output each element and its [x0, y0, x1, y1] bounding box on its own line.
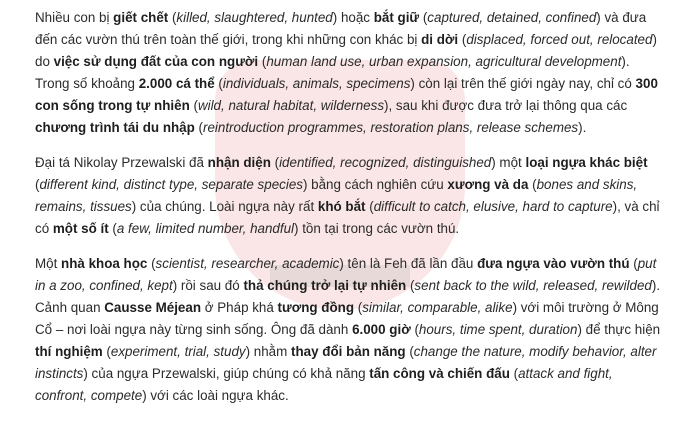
- italic-synonyms: change the nature, modify behavior, alter instincts: [35, 344, 657, 381]
- italic-synonyms: similar, comparable, alike: [362, 300, 513, 315]
- bold-term: thay đổi bản năng: [291, 344, 406, 359]
- text-run: ) với các loài ngựa khác.: [142, 388, 289, 403]
- text-run: (: [168, 10, 177, 25]
- italic-synonyms: killed, slaughtered, hunted: [176, 10, 333, 25]
- bold-term: chương trình tái du nhập: [35, 120, 195, 135]
- text-run: ) và đưa đến các vườn thú trên toàn thế giới, trong khi những con khác bị: [35, 10, 647, 47]
- bold-term: việc sử dụng đất của con người: [53, 54, 259, 69]
- bold-term: tấn công và chiến đấu: [369, 366, 510, 381]
- text-run: (: [108, 221, 117, 236]
- text-run: ). Cảnh quan: [35, 278, 661, 315]
- text-run: ) của chúng. Loài ngựa này rất: [131, 199, 318, 214]
- text-run: (: [258, 54, 267, 69]
- bold-term: 2.000 cá thể: [138, 76, 215, 91]
- text-run: ). Trong số khoảng: [35, 54, 630, 91]
- paragraph-3: [35, 253, 667, 407]
- text-run: ) nhằm: [245, 344, 292, 359]
- bold-term: loại ngựa khác biệt: [525, 155, 648, 170]
- italic-synonyms: attack and fight, confront, compete: [35, 366, 613, 403]
- paragraph-2: [35, 152, 667, 240]
- text-run: Một: [35, 256, 62, 271]
- bold-term: 300 con sống trong tự nhiên: [35, 76, 658, 113]
- italic-synonyms: experiment, trial, study: [110, 344, 246, 359]
- italic-synonyms: bones and skins, remains, tissues: [35, 177, 638, 214]
- text-run: Đại tá Nikolay Przewalski đã: [35, 155, 208, 170]
- bold-term: đưa ngựa vào vườn thú: [477, 256, 630, 271]
- italic-synonyms: human land use, urban expansion, agricultural development: [266, 54, 622, 69]
- bold-term: 6.000 giờ: [352, 322, 411, 337]
- bold-term: một số ít: [52, 221, 109, 236]
- bold-term: thả chúng trở lại tự nhiên: [243, 278, 407, 293]
- bold-term: tương đồng: [277, 300, 355, 315]
- text-run: ).: [578, 120, 587, 135]
- bold-term: di dời: [421, 32, 459, 47]
- text-run: (: [147, 256, 156, 271]
- italic-synonyms: difficult to catch, elusive, hard to capture: [373, 199, 613, 214]
- text-run: ) của ngựa Przewalski, giúp chúng có khả năng: [83, 366, 370, 381]
- italic-synonyms: wild, natural habitat, wilderness: [197, 98, 385, 113]
- italic-synonyms: captured, detained, confined: [427, 10, 597, 25]
- text-run: (: [410, 322, 419, 337]
- bold-term: Causse Méjean: [104, 300, 202, 315]
- text-run: (: [35, 177, 40, 192]
- text-run: ), và chỉ có: [35, 199, 660, 236]
- italic-synonyms: put in a zoo, confined, kept: [35, 256, 657, 293]
- bold-term: xương và da: [447, 177, 529, 192]
- text-run: ) tên là Feh đã lần đầu: [339, 256, 478, 271]
- text-run: ) với môi trường ở Mông Cổ – nơi loài ngựa này từng sinh sống. Ông đã dành: [35, 300, 659, 337]
- text-run: ) tồn tại trong các vườn thú.: [294, 221, 460, 236]
- text-run: ) bằng cách nghiên cứu: [302, 177, 448, 192]
- text-run: ), sau khi được đưa trở lại thông qua các: [384, 98, 628, 113]
- text-run: ) hoặc: [332, 10, 374, 25]
- text-run: ở Pháp khá: [201, 300, 278, 315]
- text-run: (: [214, 76, 223, 91]
- text-run: (: [189, 98, 198, 113]
- bold-term: khó bắt: [317, 199, 366, 214]
- italic-synonyms: hours, time spent, duration: [418, 322, 578, 337]
- paragraph-1: [35, 7, 667, 139]
- text-run: ) còn lại trên thế giới ngày nay, chỉ có: [410, 76, 636, 91]
- italic-synonyms: a few, limited number, handful: [116, 221, 295, 236]
- bold-term: thí nghiệm: [35, 344, 103, 359]
- text-run: (: [419, 10, 428, 25]
- text-run: Nhiều con bị: [35, 10, 114, 25]
- italic-synonyms: reintroduction programmes, restoration plans, release schemes: [203, 120, 579, 135]
- italic-synonyms: sent back to the wild, released, rewilded: [414, 278, 652, 293]
- text-run: (: [365, 199, 374, 214]
- text-run: ) do: [35, 32, 657, 69]
- text-run: (: [509, 366, 519, 381]
- bold-term: giết chết: [113, 10, 169, 25]
- italic-synonyms: individuals, animals, specimens: [222, 76, 411, 91]
- text-run: (: [528, 177, 537, 192]
- text-run: (: [194, 120, 203, 135]
- text-run: (: [458, 32, 467, 47]
- italic-synonyms: different kind, distinct type, separate species: [39, 177, 303, 192]
- italic-synonyms: scientist, researcher, academic: [155, 256, 340, 271]
- document-body: [35, 7, 667, 420]
- text-run: (: [270, 155, 280, 170]
- bold-term: nhà khoa học: [61, 256, 148, 271]
- italic-synonyms: identified, recognized, distinguished: [279, 155, 492, 170]
- bold-term: bắt giữ: [373, 10, 420, 25]
- text-run: (: [102, 344, 111, 359]
- text-run: ) rồi sau đó: [172, 278, 244, 293]
- text-run: (: [405, 344, 414, 359]
- text-run: (: [354, 300, 363, 315]
- bold-term: nhận diện: [207, 155, 271, 170]
- text-run: (: [406, 278, 415, 293]
- text-run: ) để thực hiện: [577, 322, 661, 337]
- text-run: ) một: [491, 155, 526, 170]
- text-run: (: [629, 256, 638, 271]
- italic-synonyms: displaced, forced out, relocated: [466, 32, 653, 47]
